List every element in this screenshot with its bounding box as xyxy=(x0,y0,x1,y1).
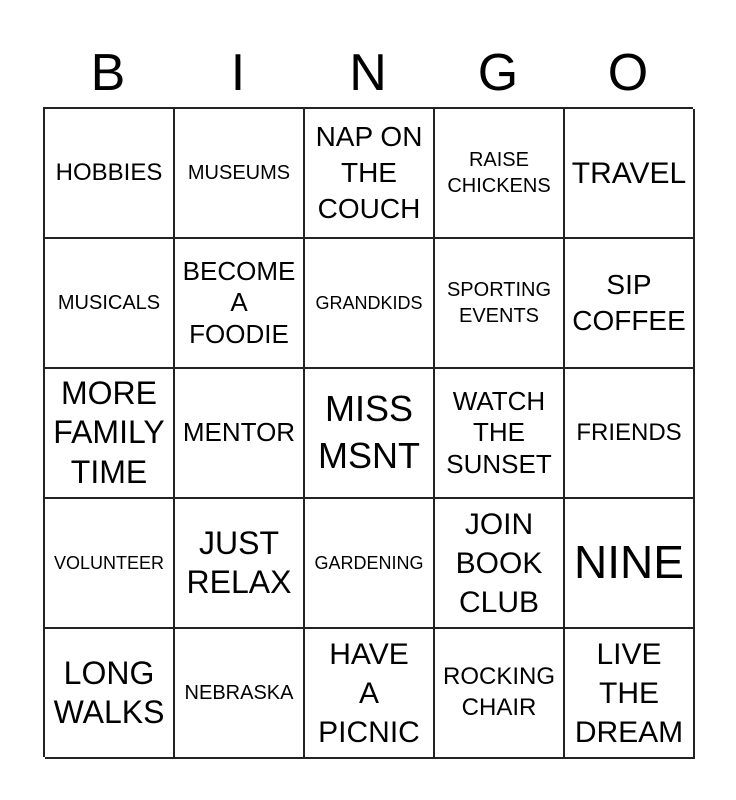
bingo-cell[interactable] xyxy=(565,239,695,369)
bingo-cell[interactable] xyxy=(435,369,565,499)
bingo-cell[interactable] xyxy=(565,499,695,629)
cell-label: WATCH THE SUNSET xyxy=(446,386,552,479)
cell-label: JOIN BOOK CLUB xyxy=(455,507,543,619)
header-letter-o: O xyxy=(607,44,649,102)
bingo-cell[interactable] xyxy=(175,629,305,759)
cell-label: SIP COFFEE xyxy=(572,269,686,336)
bingo-cell[interactable] xyxy=(45,239,175,369)
cell-label: MORE FAMILY TIME xyxy=(53,375,165,490)
bingo-card xyxy=(43,107,693,757)
cell-label: MUSICALS xyxy=(57,292,161,314)
header-letter-g: G xyxy=(477,44,519,102)
cell-label: VOLUNTEER xyxy=(53,552,165,573)
header-letter-n: N xyxy=(349,44,387,102)
cell-label: NAP ON THE COUCH xyxy=(315,121,423,224)
cell-label: ROCKING CHAIR xyxy=(442,663,555,721)
cell-label: HOBBIES xyxy=(55,158,163,186)
cell-label: BECOME A FOODIE xyxy=(182,256,296,349)
bingo-cell[interactable] xyxy=(45,109,175,239)
bingo-cell[interactable] xyxy=(435,239,565,369)
bingo-cell[interactable] xyxy=(45,629,175,759)
bingo-cell[interactable] xyxy=(435,629,565,759)
bingo-cell[interactable] xyxy=(305,239,435,369)
cell-label: MUSEUMS xyxy=(187,162,291,184)
bingo-cell[interactable] xyxy=(305,499,435,629)
bingo-cell[interactable] xyxy=(435,499,565,629)
bingo-cell[interactable] xyxy=(175,109,305,239)
bingo-cell[interactable] xyxy=(305,109,435,239)
bingo-cell[interactable] xyxy=(45,369,175,499)
bingo-cell[interactable] xyxy=(175,369,305,499)
cell-label: NEBRASKA xyxy=(184,682,294,704)
cell-label: LIVE THE DREAM xyxy=(574,637,684,749)
bingo-cell[interactable] xyxy=(565,369,695,499)
cell-label: GRANDKIDS xyxy=(315,292,423,313)
cell-label: MENTOR xyxy=(182,417,296,448)
bingo-cell[interactable] xyxy=(175,499,305,629)
cell-label: JUST RELAX xyxy=(186,524,292,600)
bingo-cell[interactable] xyxy=(565,629,695,759)
bingo-cell[interactable] xyxy=(435,109,565,239)
bingo-cell[interactable] xyxy=(305,629,435,759)
cell-label: RAISE CHICKENS xyxy=(447,149,551,197)
cell-label: TRAVEL xyxy=(571,156,687,190)
cell-label: LONG WALKS xyxy=(53,654,165,730)
bingo-cell[interactable] xyxy=(45,499,175,629)
cell-label: FRIENDS xyxy=(576,418,682,446)
bingo-cell[interactable] xyxy=(175,239,305,369)
bingo-header xyxy=(43,40,693,106)
cell-label: NINE xyxy=(574,536,684,589)
cell-label: SPORTING EVENTS xyxy=(446,279,552,327)
bingo-cell[interactable] xyxy=(305,369,435,499)
header-letter-i: I xyxy=(230,44,246,102)
cell-label: GARDENING xyxy=(314,552,424,573)
header-letter-b: B xyxy=(90,44,126,102)
cell-label: HAVE A PICNIC xyxy=(318,637,420,749)
cell-label: MISS MSNT xyxy=(318,388,420,476)
bingo-cell[interactable] xyxy=(565,109,695,239)
